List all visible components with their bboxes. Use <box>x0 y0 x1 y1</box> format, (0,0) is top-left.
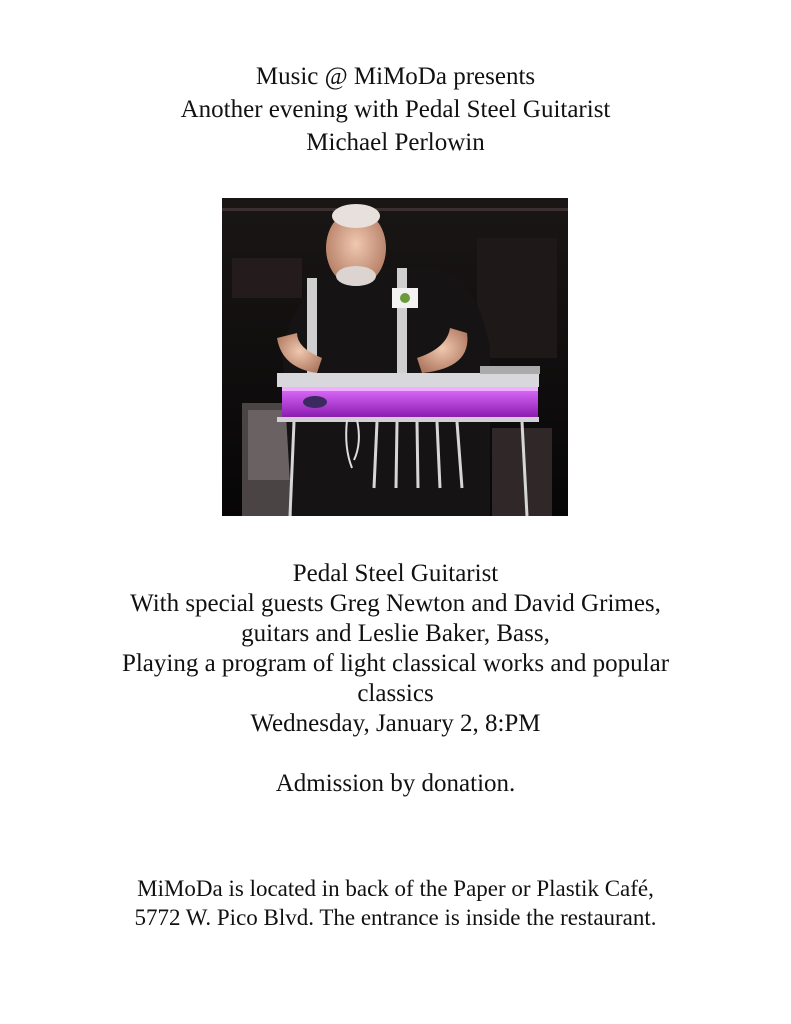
flyer-header <box>0 60 791 159</box>
event-date: Wednesday, January 2, 8:PM <box>250 710 541 737</box>
guests-line: guitars and Leslie Baker, Bass, <box>241 620 550 647</box>
location-info <box>40 874 751 932</box>
event-details <box>40 559 751 799</box>
guests-line: With special guests Greg Newton and David Grimes, <box>130 590 661 617</box>
event-subtitle: Another evening with Pedal Steel Guitarist <box>180 96 611 123</box>
performer-name: Michael Perlowin <box>306 129 485 156</box>
performer-role: Pedal Steel Guitarist <box>292 560 499 587</box>
performer-photo <box>222 198 568 516</box>
program-line: classics <box>357 680 434 707</box>
location-line: MiMoDa is located in back of the Paper or Plastik Café, <box>137 876 654 901</box>
presenter-line: Music @ MiMoDa presents <box>255 63 536 90</box>
address-line: 5772 W. Pico Blvd. The entrance is inside the restaurant. <box>134 905 657 930</box>
admission-note: Admission by donation. <box>275 770 516 797</box>
program-line: Playing a program of light classical works and popular <box>121 650 670 677</box>
spacer <box>40 739 751 769</box>
